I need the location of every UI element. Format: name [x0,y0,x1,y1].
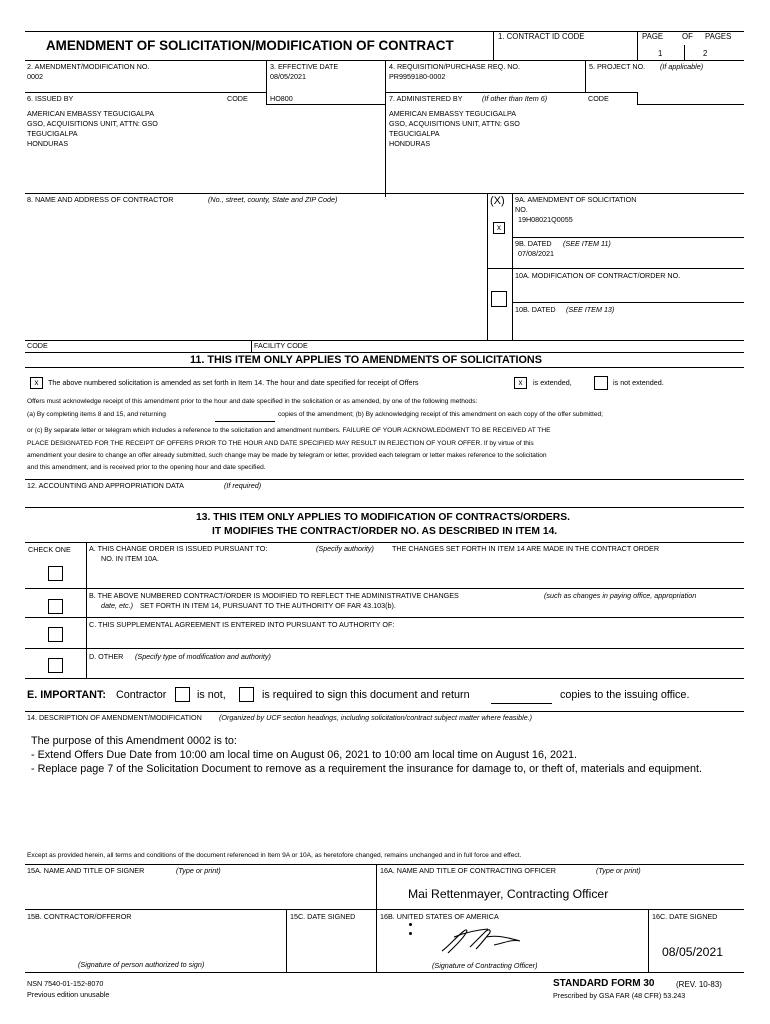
item14-note: (Organized by UCF section headings, including solicitation/contract subject matter where feasible.) [219,713,533,722]
item6-label: 6. ISSUED BY [27,94,74,103]
item13b-note: (such as changes in paying office, appropriation [544,591,697,600]
item15c-label: 15C. DATE SIGNED [290,912,356,921]
item11-para-2b: copies of the amendment; (b) By acknowledging receipt of this amendment on each copy of the offer submitted; [278,411,603,418]
item16a-label: 16A. NAME AND TITLE OF CONTRACTING OFFICER [380,866,556,875]
not-extended-checkbox[interactable] [594,376,608,390]
page-label: PAGE [642,32,664,41]
item15b-label: 15B. CONTRACTOR/OFFEROR [27,912,132,921]
form-title: AMENDMENT OF SOLICITATION/MODIFICATION OF CONTRACT [46,38,454,53]
item15a-note: (Type or print) [176,866,221,875]
is-not-checkbox[interactable] [175,687,190,702]
item13-header-2: IT MODIFIES THE CONTRACT/ORDER NO. AS DESCRIBED IN ITEM 14. [212,526,558,537]
item11-para-2a: (a) By completing items 8 and 15, and returning [27,411,166,418]
item9a-label-2: NO. [515,205,528,214]
item11-para-5: amendment your desire to change an offer already submitted, such change may be made by telegram or letter, provided each telegram or letter makes reference to the solicitation [27,452,547,459]
item5-note: (If applicable) [660,62,704,71]
is-required-checkbox[interactable] [239,687,254,702]
sf-rev: (REV. 10-83) [676,980,722,989]
item4-label: 4. REQUISITION/PURCHASE REQ. NO. [389,62,520,71]
item13c-checkbox[interactable] [48,627,63,642]
item8-label: 8. NAME AND ADDRESS OF CONTRACTOR [27,195,174,204]
x-header: (X) [490,195,505,207]
item13d-note: (Specify type of modification and authority) [135,652,271,661]
item11-text: The above numbered solicitation is amended as set forth in Item 14. The hour and date specified for receipt of Offers [48,378,419,387]
item14-line-2: - Extend Offers Due Date from 10:00 am local time on August 06, 2021 to 10:00 am local time on August 16, 2021. [31,749,577,761]
item9b-label: 9B. DATED [515,239,552,248]
item7-label: 7. ADMINISTERED BY [389,94,463,103]
pages-label: PAGES [705,32,732,41]
item6-line-4: HONDURAS [27,139,69,148]
item9b-value: 07/08/2021 [518,249,554,258]
important-label: E. IMPORTANT: [27,689,106,701]
item9a-value: 19H08021Q0055 [518,215,573,224]
item3-label: 3. EFFECTIVE DATE [270,62,339,71]
item8-note: (No., street, county, State and ZIP Code) [208,195,338,204]
item9b-note: (SEE ITEM 11) [563,239,611,248]
facility-code-label: FACILITY CODE [254,341,308,350]
item10a-checkbox[interactable] [491,291,507,307]
item14-line-3: - Replace page 7 of the Solicitation Document to remove as a requirement the insurance for damage to, or theft of, materials and equipment. [31,763,702,775]
item16c-label: 16C. DATE SIGNED [652,912,718,921]
item12-note: (If required) [224,481,262,490]
item6-code-label: CODE [227,94,248,103]
item7-line-2: GSO, ACQUISITIONS UNIT, ATTN: GSO [389,119,520,128]
item11-checkbox[interactable]: x [30,377,43,389]
item13a-text-2: THE CHANGES SET FORTH IN ITEM 14 ARE MADE IN THE CONTRACT ORDER [392,544,660,553]
check-one-label: CHECK ONE [28,545,71,554]
previous-edition: Previous edition unusable [27,990,110,999]
item13d-text: D. OTHER [89,652,124,661]
important-is-not: is not, [197,689,226,701]
item13a-checkbox[interactable] [48,566,63,581]
contracting-officer-signature [436,923,526,957]
important-copies: copies to the issuing office. [560,689,690,701]
important-is-required: is required to sign this document and return [262,689,470,701]
item13d-checkbox[interactable] [48,658,63,673]
item7-line-1: AMERICAN EMBASSY TEGUCIGALPA [389,109,517,118]
prescribed-by: Prescribed by GSA FAR (48 CFR) 53.243 [553,991,686,1000]
item9a-label: 9A. AMENDMENT OF SOLICITATION [515,195,637,204]
nsn-number: NSN 7540-01-152-8070 [27,979,104,988]
except-text: Except as provided herein, all terms and conditions of the document referenced in Item 9A or 10A, as heretofore changed, remains unchanged and in full force and effect. [27,852,522,859]
is-not-extended-label: is not extended. [613,378,664,387]
is-extended-label: is extended, [533,378,572,387]
of-label: OF [682,32,693,41]
item3-value: 08/05/2021 [270,72,306,81]
item13b-text-1: B. THE ABOVE NUMBERED CONTRACT/ORDER IS MODIFIED TO REFLECT THE ADMINISTRATIVE CHANGES [89,591,459,600]
item13b-checkbox[interactable] [48,599,63,614]
item13c-text: C. THIS SUPPLEMENTAL AGREEMENT IS ENTERED INTO PURSUANT TO AUTHORITY OF: [89,620,395,629]
extended-checkbox[interactable]: x [514,377,527,389]
item16b-label: 16B. UNITED STATES OF AMERICA [380,912,499,921]
item6-line-2: GSO, ACQUISITIONS UNIT, ATTN: GSO [27,119,158,128]
item13b-note-2: date, etc.) [101,601,133,610]
item11-para-4: PLACE DESIGNATED FOR THE RECEIPT OF OFFERS PRIOR TO THE HOUR AND DATE SPECIFIED MAY RESULT IN REJECTION OF YOUR OFFER. If by virtue of this [27,440,534,447]
item10b-note: (SEE ITEM 13) [566,305,615,314]
item2-value: 0002 [27,72,43,81]
item7-line-4: HONDURAS [389,139,431,148]
item6-line-3: TEGUCIGALPA [27,129,78,138]
item16a-value: Mai Rettenmayer, Contracting Officer [408,887,609,901]
page-value: 1 [658,49,663,58]
signature-dots [409,923,413,937]
sig15-caption: (Signature of person authorized to sign) [78,960,205,969]
contract-id-label: 1. CONTRACT ID CODE [498,32,585,41]
pages-value: 2 [703,49,708,58]
item14-label: 14. DESCRIPTION OF AMENDMENT/MODIFICATION [27,713,202,722]
item12-label: 12. ACCOUNTING AND APPROPRIATION DATA [27,481,184,490]
item10b-label: 10B. DATED [515,305,556,314]
item6-code-value: HO800 [270,94,293,103]
item11-header: 11. THIS ITEM ONLY APPLIES TO AMENDMENTS OF SOLICITATIONS [190,354,542,366]
item16c-value: 08/05/2021 [662,945,723,959]
item7-line-3: TEGUCIGALPA [389,129,440,138]
sf-title: STANDARD FORM 30 [553,978,655,989]
item16a-note: (Type or print) [596,866,641,875]
item13a-text-3: NO. IN ITEM 10A. [101,554,159,563]
item7-code-label: CODE [588,94,609,103]
item7-note: (If other than Item 6) [482,94,548,103]
item5-label: 5. PROJECT NO. [589,62,646,71]
item9a-checkbox[interactable]: x [493,222,505,234]
important-contractor: Contractor [116,689,167,701]
item13b-text-2: SET FORTH IN ITEM 14, PURSUANT TO THE AUTHORITY OF FAR 43.103(b). [140,601,396,610]
item10a-label: 10A. MODIFICATION OF CONTRACT/ORDER NO. [515,271,681,280]
item4-value: PR9959180-0002 [389,72,446,81]
item14-line-1: The purpose of this Amendment 0002 is to: [31,735,237,747]
item6-line-1: AMERICAN EMBASSY TEGUCIGALPA [27,109,155,118]
item13-header-1: 13. THIS ITEM ONLY APPLIES TO MODIFICATION OF CONTRACTS/ORDERS. [196,512,570,523]
code-label: CODE [27,341,48,350]
item11-para-1: Offers must acknowledge receipt of this amendment prior to the hour and date specified in the solicitation or as amended, by one of the following methods: [27,398,478,405]
item15a-label: 15A. NAME AND TITLE OF SIGNER [27,866,145,875]
item11-para-6: and this amendment, and is received prior to the opening hour and date specified. [27,464,266,471]
sig16-caption: (Signature of Contracting Officer) [432,961,538,970]
item2-label: 2. AMENDMENT/MODIFICATION NO. [27,62,150,71]
item13a-text-1: A. THIS CHANGE ORDER IS ISSUED PURSUANT TO: [89,544,268,553]
item13a-note: (Specify authority) [316,544,374,553]
item11-para-3: or (c) By separate letter or telegram which includes a reference to the solicitation and amendment numbers. FAILURE OF YOUR ACKNOWLEDGMENT TO BE RECEIVED AT THE [27,427,551,434]
